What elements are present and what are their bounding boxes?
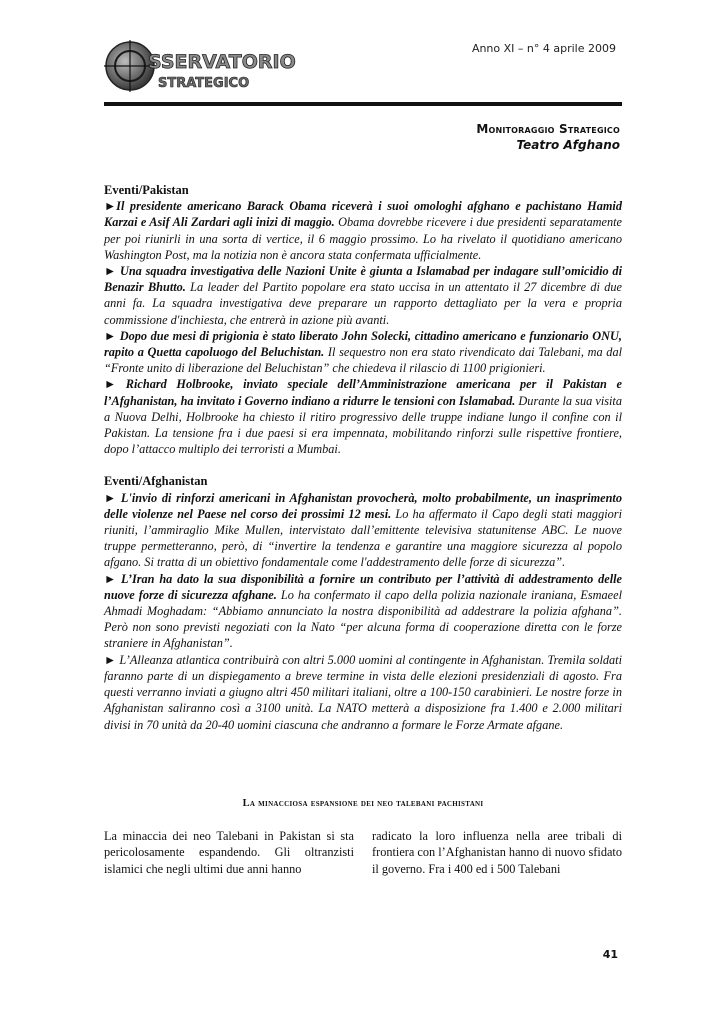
news-headline: ► Richard Holbrooke, inviato speciale dell’Amministrazione americana per il Pakistan e l’Afghanistan, ha invitato i Governo indiano a ridurre le tensioni con Islamabad. (104, 377, 622, 408)
news-headline: ► Una squadra investigativa delle Nazioni Unite è giunta a Islamabad per indagare sull’omicidio di Benazir Bhutto. (104, 264, 622, 295)
logo-text-main: SSERVATORIO (148, 51, 296, 73)
news-headline: ► L'invio di rinforzi americani in Afghanistan provocherà, molto probabilmente, un inasprimento delle violenze nel Paese nel corso dei prossimi 12 mesi. (104, 490, 622, 521)
news-body: ► L’Alleanza atlantica contribuirà con altri 5.000 uomini al contingente in Afghanistan. Tremila soldati faranno parte di un dispiegamento a breve termine in vista delle elezioni presidenziali di agosto. Fra questi verranno inviati a giugno altri 450 militari italiani, oltre a 100-150 carabinieri. Le nostre forze in Afghanistan saliranno così a 3100 unità. La NATO metterà a disposizione fra 1.400 e 2.000 militari divisi in 70 unità da 20-40 uomini ciascuna che andranno a formare le Forze Armate afgane. (104, 652, 622, 732)
article-column-left: La minaccia dei neo Talebani in Pakistan si sta pericolosamente espandendo. Gli oltranzisti islamici che negli ultimi due anni hanno (104, 829, 354, 876)
page-number: 41 (602, 948, 618, 961)
news-item (104, 376, 622, 457)
news-item (104, 198, 622, 263)
header-rule (104, 102, 622, 106)
news-body: Lo ha affermato il Capo degli stati maggiori riuniti, l’ammiraglio Mike Mullen, intervistato dall’emittente televisiva statunitense ABC. Le nuove truppe permetteranno, però, di “invertire la tendenza e garantire una maggiore sicurezza al popolo afgano. Si tratta di un obiettivo fondamentale come l'addestramento delle forze di sicurezza”. (104, 506, 622, 570)
osservatorio-logo (104, 38, 296, 94)
news-headline: ►Il presidente americano Barack Obama riceverà i suoi omologhi afghano e pachistano Hamid Karzai e Asif Ali Zardari agli inizi di maggio. (104, 199, 622, 230)
logo-text-sub: STRATEGICO (158, 76, 250, 91)
article-title: La minacciosa espansione dei neo talebani pachistani (242, 798, 484, 809)
section-title-afghanistan: Eventi/Afghanistan (104, 474, 208, 489)
news-item (104, 263, 622, 328)
news-body: Durante la sua visita a Nuova Delhi, Holbrooke ha chiesto il ritiro progressivo delle truppe indiane lungo il confine con il Pakistan. La tensione fra i due paesi si era impennata, mobilitando rinforzi sulle rispettive frontiere, dopo l’attacco multiplo dei terroristi a Mumbai. (104, 393, 622, 457)
article-column-right: radicato la loro influenza nella aree tribali di frontiera con l’Afghanistan hanno di nuovo sfidato il governo. Fra i 400 ed i 500 Talebani (372, 829, 622, 876)
news-headline: ► Dopo due mesi di prigionia è stato liberato John Solecki, cittadino americano e funzionario ONU, rapito a Quetta capoluogo del Beluchistan. (104, 328, 622, 360)
news-content (104, 182, 622, 733)
news-item (104, 571, 622, 652)
news-body: Il sequestro non era stato rivendicato dai Talebani, ma dal “Fronte unito di liberazione del Beluchistan” che chiedeva il rilascio di 1100 prigionieri. (104, 345, 623, 376)
news-body: Lo ha confermato il capo della polizia nazionale iraniana, Esmaeel Ahmadi Moghadam: “Abbiamo annunciato la nostra disponibilità ad addestrare la polizia afghana”. Però non sono previsti negoziati con la Nato “per alcuna forma di cooperazione diretta con le forze straniere in Afghanistan”. (104, 587, 622, 651)
rubric (476, 122, 620, 152)
section-title-pakistan: Eventi/Pakistan (104, 183, 189, 197)
news-item (104, 328, 622, 377)
news-item (104, 652, 622, 733)
article-columns (104, 828, 622, 877)
news-headline: ► L’Iran ha dato la sua disponibilità a fornire un contributo per l’attività di addestramento delle nuove forze di sicurezza afghane. (104, 571, 622, 602)
news-body: La leader del Partito popolare era stato uccisa in un attentato il 27 dicembre di due anni fa. La squadra investigativa deve preparare un rapporto dettagliato per la vera e propria commissione d'inchiesta, che entrerà in azione più avanti. (104, 280, 622, 327)
news-item (104, 490, 622, 571)
rubric-section: Monitoraggio Strategico (476, 122, 620, 136)
issue-info: Anno XI – n° 4 aprile 2009 (471, 42, 616, 55)
rubric-subsection: Teatro Afghano (516, 138, 620, 152)
section-spacer (104, 457, 622, 473)
news-body: Obama dovrebbe ricevere i due presidenti separatamente per poi riunirli in una sorta di vertice, il 6 maggio prossimo. Lo ha rivelato il quotidiano americano Washington Post, ma la notizia non è ancora stata confermata ufficialmente. (104, 215, 623, 262)
